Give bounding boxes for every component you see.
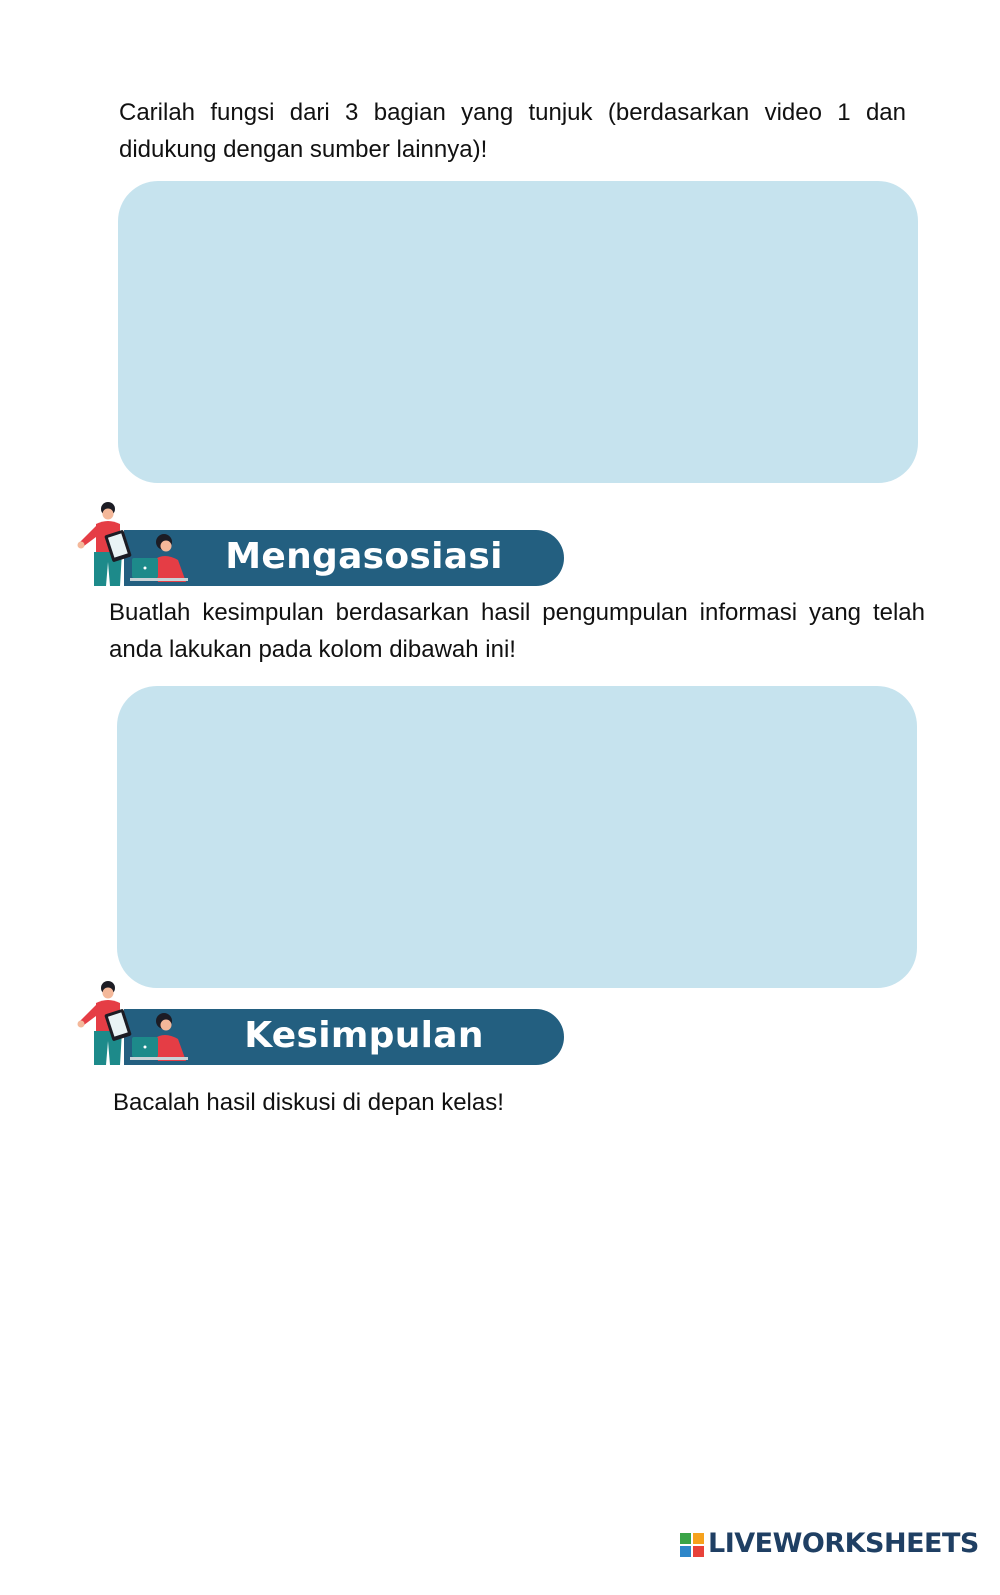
teacher-student-illustration	[74, 502, 194, 586]
logo-text: LIVEWORKSHEETS	[708, 1528, 979, 1559]
teacher-student-illustration	[74, 981, 194, 1065]
mengasosiasi-instruction: Buatlah kesimpulan berdasarkan hasil pengumpulan informasi yang telah anda lakukan pada kolom dibawah ini!	[109, 599, 925, 663]
kesimpulan-instruction: Bacalah hasil diskusi di depan kelas!	[113, 1089, 504, 1116]
section-header-kesimpulan	[74, 981, 566, 1065]
section-title: Kesimpulan	[244, 1015, 484, 1056]
section-title: Mengasosiasi	[225, 536, 503, 577]
section-header-mengasosiasi	[74, 502, 566, 586]
answer-box-2[interactable]	[117, 686, 917, 988]
liveworksheets-logo-icon	[680, 1533, 704, 1557]
answer-box-1[interactable]	[118, 181, 918, 483]
liveworksheets-logo	[680, 1527, 980, 1561]
intro-instruction: Carilah fungsi dari 3 bagian yang tunjuk (berdasarkan video 1 dan didukung dengan sumber lainnya)!	[119, 99, 906, 163]
